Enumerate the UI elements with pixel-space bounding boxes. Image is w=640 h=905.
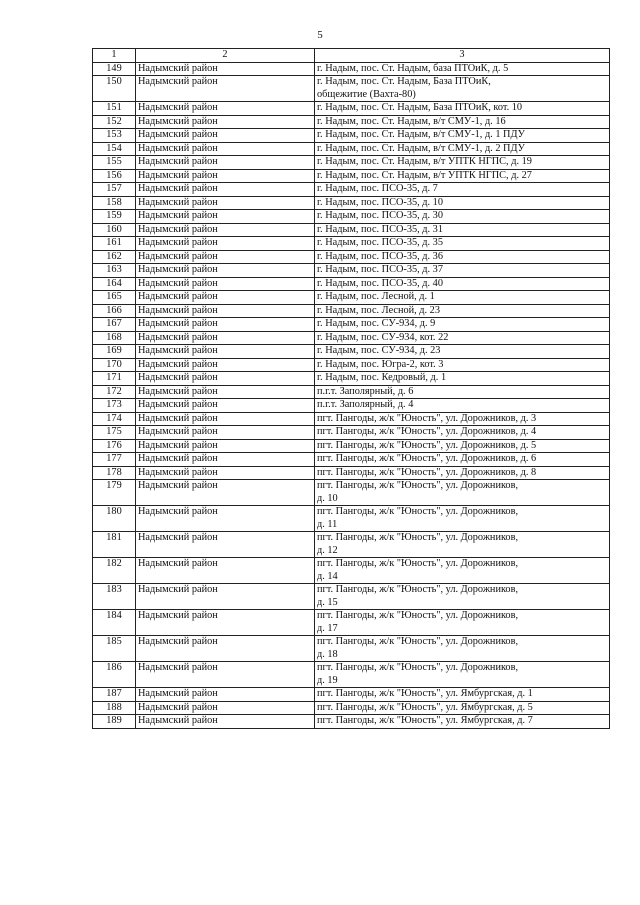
- address-line: пгт. Пангоды, ж/к "Юность", ул. Дорожников,: [317, 610, 519, 621]
- address-cell: [315, 115, 610, 129]
- address-cell: [315, 62, 610, 76]
- district-cell: Надымский район: [136, 169, 315, 183]
- row-number-cell: 180: [93, 506, 136, 532]
- district-cell: Надымский район: [136, 142, 315, 156]
- table-row: [93, 76, 610, 102]
- row-number-cell: 172: [93, 385, 136, 399]
- address-line: пгт. Пангоды, ж/к "Юность", ул. Ямбургская, д. 1: [317, 688, 533, 699]
- district-cell: Надымский район: [136, 662, 315, 688]
- address-cell: [315, 76, 610, 102]
- row-number-cell: 161: [93, 237, 136, 251]
- address-cell: [315, 142, 610, 156]
- row-number-cell: 174: [93, 412, 136, 426]
- district-cell: Надымский район: [136, 237, 315, 251]
- address-line-continued: д. 18: [317, 648, 338, 660]
- district-cell: Надымский район: [136, 358, 315, 372]
- address-cell: [315, 196, 610, 210]
- row-number-cell: 166: [93, 304, 136, 318]
- address-cell: [315, 480, 610, 506]
- address-cell: [315, 385, 610, 399]
- row-number-cell: 150: [93, 76, 136, 102]
- district-cell: Надымский район: [136, 480, 315, 506]
- district-cell: Надымский район: [136, 688, 315, 702]
- district-cell: Надымский район: [136, 102, 315, 116]
- address-line: пгт. Пангоды, ж/к "Юность", ул. Дорожников, д. 6: [317, 453, 537, 464]
- table-row: [93, 142, 610, 156]
- table-row: [93, 412, 610, 426]
- row-number-cell: 184: [93, 610, 136, 636]
- address-cell: [315, 372, 610, 386]
- row-number-cell: 169: [93, 345, 136, 359]
- address-line: п.г.т. Заполярный, д. 6: [317, 385, 414, 397]
- address-line: г. Надым, пос. СУ-934, д. 9: [317, 318, 436, 329]
- row-number-cell: 187: [93, 688, 136, 702]
- district-cell: Надымский район: [136, 304, 315, 318]
- address-line: пгт. Пангоды, ж/к "Юность", ул. Дорожников,: [317, 662, 519, 673]
- address-line: пгт. Пангоды, ж/к "Юность", ул. Дорожников,: [317, 584, 519, 595]
- table-row: [93, 169, 610, 183]
- district-cell: Надымский район: [136, 506, 315, 532]
- address-cell: [315, 250, 610, 264]
- row-number-cell: 168: [93, 331, 136, 345]
- address-cell: [315, 399, 610, 413]
- table-row: [93, 331, 610, 345]
- district-cell: Надымский район: [136, 264, 315, 278]
- address-cell: [315, 636, 610, 662]
- district-cell: Надымский район: [136, 453, 315, 467]
- address-cell: [315, 277, 610, 291]
- header-row: [93, 49, 610, 63]
- address-cell: [315, 662, 610, 688]
- address-cell: [315, 345, 610, 359]
- row-number-cell: 175: [93, 426, 136, 440]
- table-row: [93, 701, 610, 715]
- address-cell: [315, 688, 610, 702]
- address-cell: [315, 466, 610, 480]
- address-table: [92, 48, 610, 729]
- address-cell: [315, 701, 610, 715]
- row-number-cell: 167: [93, 318, 136, 332]
- table-body: [93, 62, 610, 728]
- table-row: [93, 439, 610, 453]
- row-number-cell: 149: [93, 62, 136, 76]
- address-line: пгт. Пангоды, ж/к "Юность", ул. Дорожников,: [317, 558, 519, 569]
- row-number-cell: 154: [93, 142, 136, 156]
- district-cell: Надымский район: [136, 532, 315, 558]
- row-number-cell: 183: [93, 584, 136, 610]
- district-cell: Надымский район: [136, 701, 315, 715]
- address-cell: [315, 506, 610, 532]
- address-cell: [315, 412, 610, 426]
- address-line: г. Надым, пос. Ст. Надым, база ПТОиК, д. 5: [317, 62, 509, 74]
- address-line: г. Надым, пос. ПСО-35, д. 7: [317, 183, 438, 194]
- address-line: г. Надым, пос. Ст. Надым, в/т УПТК НГПС, д. 27: [317, 169, 532, 181]
- address-line: п.г.т. Заполярный, д. 4: [317, 399, 414, 410]
- address-line: пгт. Пангоды, ж/к "Юность", ул. Дорожников,: [317, 636, 519, 647]
- row-number-cell: 186: [93, 662, 136, 688]
- table-row: [93, 662, 610, 688]
- district-cell: Надымский район: [136, 372, 315, 386]
- row-number-cell: 163: [93, 264, 136, 278]
- table-row: [93, 129, 610, 143]
- table-row: [93, 480, 610, 506]
- address-line: г. Надым, пос. Лесной, д. 1: [317, 291, 435, 302]
- address-line: пгт. Пангоды, ж/к "Юность", ул. Дорожников,: [317, 480, 519, 491]
- address-line-continued: общежитие (Вахта-80): [317, 88, 416, 100]
- address-line: г. Надым, пос. ПСО-35, д. 40: [317, 277, 443, 289]
- row-number-cell: 182: [93, 558, 136, 584]
- address-line: г. Надым, пос. ПСО-35, д. 30: [317, 210, 443, 221]
- row-number-cell: 171: [93, 372, 136, 386]
- table-row: [93, 156, 610, 170]
- address-line: пгт. Пангоды, ж/к "Юность", ул. Дорожников, д. 3: [317, 412, 537, 424]
- address-line: пгт. Пангоды, ж/к "Юность", ул. Дорожников, д. 8: [317, 466, 537, 478]
- address-line: пгт. Пангоды, ж/к "Юность", ул. Дорожников,: [317, 532, 519, 543]
- row-number-cell: 162: [93, 250, 136, 264]
- page-number: 5: [317, 29, 323, 41]
- address-cell: [315, 532, 610, 558]
- district-cell: Надымский район: [136, 76, 315, 102]
- table-row: [93, 426, 610, 440]
- row-number-cell: 170: [93, 358, 136, 372]
- table-row: [93, 558, 610, 584]
- district-cell: Надымский район: [136, 277, 315, 291]
- district-cell: Надымский район: [136, 156, 315, 170]
- address-cell: [315, 291, 610, 305]
- address-line: г. Надым, пос. Ст. Надым, База ПТОиК, кот. 10: [317, 102, 523, 113]
- district-cell: Надымский район: [136, 196, 315, 210]
- address-cell: [315, 210, 610, 224]
- address-cell: [315, 223, 610, 237]
- row-number-cell: 181: [93, 532, 136, 558]
- district-cell: Надымский район: [136, 345, 315, 359]
- address-cell: [315, 183, 610, 197]
- table-row: [93, 102, 610, 116]
- row-number-cell: 188: [93, 701, 136, 715]
- address-line: г. Надым, пос. Ст. Надым, в/т УПТК НГПС, д. 19: [317, 156, 532, 167]
- row-number-cell: 160: [93, 223, 136, 237]
- address-cell: [315, 156, 610, 170]
- table-row: [93, 291, 610, 305]
- address-line-continued: д. 11: [317, 518, 338, 530]
- table-row: [93, 506, 610, 532]
- table-row: [93, 196, 610, 210]
- district-cell: Надымский район: [136, 223, 315, 237]
- address-line-continued: д. 14: [317, 570, 338, 582]
- district-cell: Надымский район: [136, 426, 315, 440]
- district-cell: Надымский район: [136, 129, 315, 143]
- district-cell: Надымский район: [136, 331, 315, 345]
- table-row: [93, 399, 610, 413]
- address-line: г. Надым, пос. Кедровый, д. 1: [317, 372, 447, 383]
- district-cell: Надымский район: [136, 291, 315, 305]
- address-line: г. Надым, пос. ПСО-35, д. 10: [317, 196, 443, 208]
- address-cell: [315, 129, 610, 143]
- table-row: [93, 237, 610, 251]
- row-number-cell: 155: [93, 156, 136, 170]
- address-line: пгт. Пангоды, ж/к "Юность", ул. Дорожников, д. 4: [317, 426, 537, 437]
- address-cell: [315, 304, 610, 318]
- table-row: [93, 318, 610, 332]
- row-number-cell: 177: [93, 453, 136, 467]
- row-number-cell: 152: [93, 115, 136, 129]
- row-number-cell: 157: [93, 183, 136, 197]
- column-header-number: 1: [93, 49, 136, 63]
- address-cell: [315, 318, 610, 332]
- district-cell: Надымский район: [136, 610, 315, 636]
- address-line-continued: д. 19: [317, 674, 338, 686]
- row-number-cell: 153: [93, 129, 136, 143]
- table-row: [93, 345, 610, 359]
- address-cell: [315, 439, 610, 453]
- table-row: [93, 62, 610, 76]
- table-row: [93, 688, 610, 702]
- district-cell: Надымский район: [136, 715, 315, 729]
- district-cell: Надымский район: [136, 210, 315, 224]
- table-row: [93, 210, 610, 224]
- row-number-cell: 178: [93, 466, 136, 480]
- address-line: г. Надым, пос. СУ-934, кот. 22: [317, 331, 449, 343]
- column-header-district: 2: [136, 49, 315, 63]
- address-line: пгт. Пангоды, ж/к "Юность", ул. Дорожников,: [317, 506, 519, 517]
- table-row: [93, 183, 610, 197]
- table-row: [93, 304, 610, 318]
- table-row: [93, 115, 610, 129]
- table-row: [93, 636, 610, 662]
- table-row: [93, 466, 610, 480]
- address-line: пгт. Пангоды, ж/к "Юность", ул. Ямбургская, д. 5: [317, 701, 533, 713]
- table-row: [93, 277, 610, 291]
- table-row: [93, 610, 610, 636]
- address-line: г. Надым, пос. ПСО-35, д. 31: [317, 223, 443, 235]
- district-cell: Надымский район: [136, 584, 315, 610]
- address-cell: [315, 237, 610, 251]
- district-cell: Надымский район: [136, 399, 315, 413]
- district-cell: Надымский район: [136, 466, 315, 480]
- address-line-continued: д. 17: [317, 622, 338, 634]
- address-cell: [315, 331, 610, 345]
- address-cell: [315, 102, 610, 116]
- table-row: [93, 372, 610, 386]
- row-number-cell: 158: [93, 196, 136, 210]
- address-line-continued: д. 12: [317, 544, 338, 556]
- row-number-cell: 165: [93, 291, 136, 305]
- address-cell: [315, 358, 610, 372]
- address-cell: [315, 426, 610, 440]
- table-row: [93, 715, 610, 729]
- district-cell: Надымский район: [136, 318, 315, 332]
- district-cell: Надымский район: [136, 636, 315, 662]
- address-line: г. Надым, пос. Ст. Надым, в/т СМУ-1, д. 1 ПДУ: [317, 129, 525, 140]
- address-line-continued: д. 15: [317, 596, 338, 608]
- address-line: пгт. Пангоды, ж/к "Юность", ул. Дорожников, д. 5: [317, 439, 537, 451]
- district-cell: Надымский район: [136, 412, 315, 426]
- address-cell: [315, 169, 610, 183]
- table-row: [93, 385, 610, 399]
- table-row: [93, 250, 610, 264]
- address-line: г. Надым, пос. ПСО-35, д. 36: [317, 250, 443, 262]
- address-line: г. Надым, пос. СУ-934, д. 23: [317, 345, 441, 356]
- table-row: [93, 264, 610, 278]
- address-cell: [315, 584, 610, 610]
- table-row: [93, 223, 610, 237]
- table-row: [93, 453, 610, 467]
- address-cell: [315, 610, 610, 636]
- row-number-cell: 164: [93, 277, 136, 291]
- address-line: пгт. Пангоды, ж/к "Юность", ул. Ямбургская, д. 7: [317, 715, 533, 726]
- district-cell: Надымский район: [136, 439, 315, 453]
- address-cell: [315, 453, 610, 467]
- address-line: г. Надым, пос. Лесной, д. 23: [317, 304, 440, 316]
- address-line: г. Надым, пос. Ст. Надым, в/т СМУ-1, д. 16: [317, 115, 506, 127]
- row-number-cell: 189: [93, 715, 136, 729]
- row-number-cell: 173: [93, 399, 136, 413]
- row-number-cell: 159: [93, 210, 136, 224]
- table-row: [93, 584, 610, 610]
- row-number-cell: 185: [93, 636, 136, 662]
- row-number-cell: 156: [93, 169, 136, 183]
- address-cell: [315, 558, 610, 584]
- address-line-continued: д. 10: [317, 492, 338, 504]
- table-row: [93, 358, 610, 372]
- address-line: г. Надым, пос. Югра-2, кот. 3: [317, 358, 444, 370]
- address-line: г. Надым, пос. Ст. Надым, в/т СМУ-1, д. 2 ПДУ: [317, 142, 525, 154]
- column-header-address: 3: [315, 49, 610, 63]
- address-cell: [315, 715, 610, 729]
- address-line: г. Надым, пос. ПСО-35, д. 35: [317, 237, 443, 248]
- row-number-cell: 176: [93, 439, 136, 453]
- address-line: г. Надым, пос. ПСО-35, д. 37: [317, 264, 443, 275]
- district-cell: Надымский район: [136, 558, 315, 584]
- district-cell: Надымский район: [136, 183, 315, 197]
- district-cell: Надымский район: [136, 115, 315, 129]
- district-cell: Надымский район: [136, 385, 315, 399]
- row-number-cell: 151: [93, 102, 136, 116]
- district-cell: Надымский район: [136, 62, 315, 76]
- address-line: г. Надым, пос. Ст. Надым, База ПТОиК,: [317, 76, 491, 87]
- district-cell: Надымский район: [136, 250, 315, 264]
- row-number-cell: 179: [93, 480, 136, 506]
- address-cell: [315, 264, 610, 278]
- table-row: [93, 532, 610, 558]
